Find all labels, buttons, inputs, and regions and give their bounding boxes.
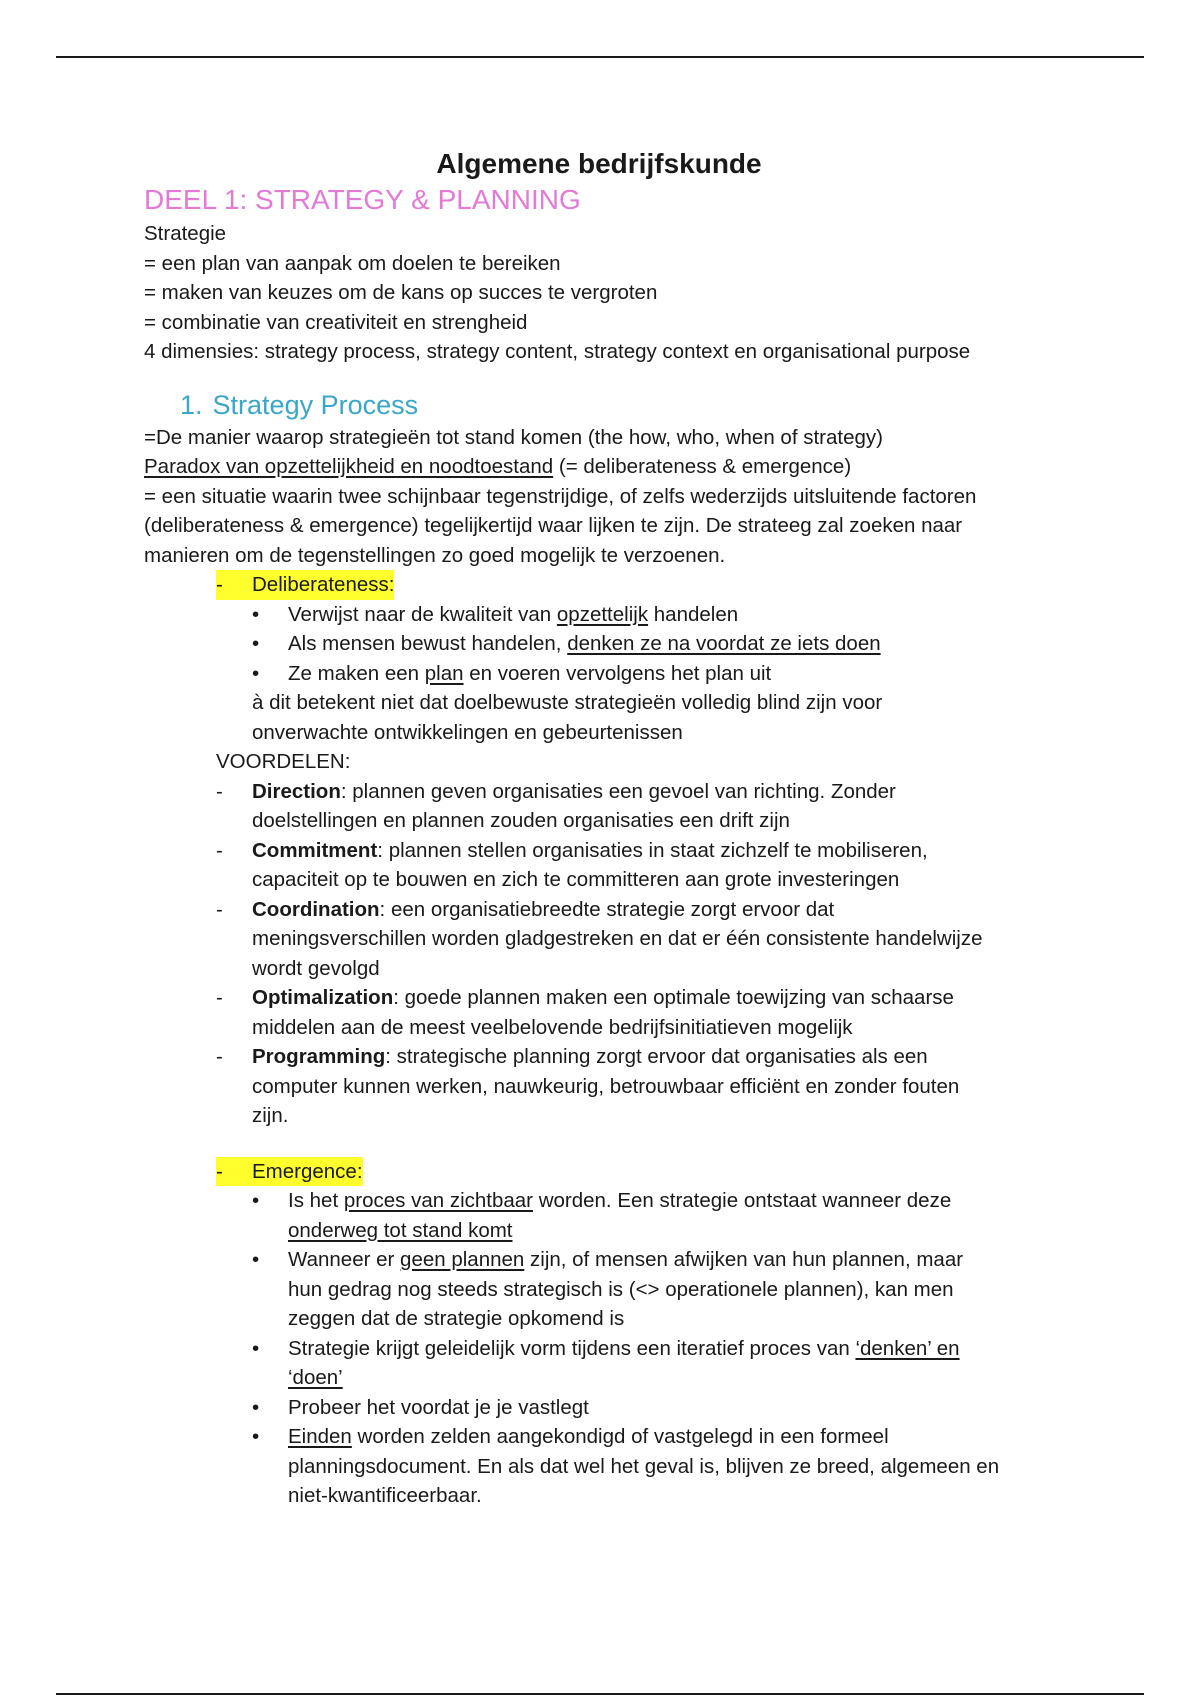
underlined-text: Einden [288,1425,352,1448]
text: zeggen dat de strategie opkomend is [288,1307,625,1330]
dash-marker: - [216,986,223,1009]
section-heading [144,387,1084,423]
part-heading: DEEL 1: STRATEGY & PLANNING [144,184,581,215]
dash-marker: - [216,779,223,803]
underlined-text: proces van zichtbaar [343,1189,533,1212]
underlined-text: opzettelijk [556,602,649,626]
dash-marker: - [216,838,223,862]
emergence-list [144,1186,1084,1511]
deliberateness-heading-row [144,570,1084,600]
text: en voeren vervolgens het plan uit [463,661,772,685]
list-item [252,629,1084,659]
paradox-rest: (= deliberateness & emergence) [553,455,852,478]
underlined-text: onderweg tot stand komt [288,1218,513,1242]
bullet-icon: • [252,632,260,655]
dash-marker: - [216,897,223,921]
underlined-text: plan [424,661,464,685]
text: : plannen stellen organisaties in staat zichzelf te mobiliseren, [377,838,928,862]
bullet-icon: • [252,1336,260,1360]
underlined-text: ‘denken’ en [855,1336,960,1360]
definition-line: = maken van keuzes om de kans op succes te vergroten [144,281,658,304]
advantage-item [144,777,1084,836]
list-item [252,1186,1084,1245]
list-item [252,1334,1084,1393]
text: Wanneer er [288,1248,401,1271]
deliberateness-heading: Deliberateness: [252,573,395,596]
advantage-term: Direction [252,779,341,803]
text: Als mensen bewust handelen, [288,632,568,655]
text: zijn. [252,1104,289,1127]
deliberateness-note: à dit betekent niet dat doelbewuste strategieën volledig blind zijn voor [252,691,883,714]
advantage-term: Programming [252,1045,386,1068]
definition-line: = combinatie van creativiteit en strengheid [144,310,528,334]
header-rule [56,56,1144,58]
text: : plannen geven organisaties een gevoel van richting. Zonder [340,779,896,803]
text: handelen [648,602,739,626]
highlight-emergence [216,1157,363,1187]
text: capaciteit op te bouwen en zich te committeren aan grote investeringen [252,868,900,891]
bullet-icon: • [252,1395,260,1419]
underlined-text: denken ze na voordat ze iets doen [567,632,881,655]
document-title: Algemene bedrijfskunde [436,148,762,179]
dash-marker: - [216,1159,223,1183]
text: planningsdocument. En als dat wel het geval is, blijven ze breed, algemeen en [288,1454,1000,1478]
list-item [252,659,1084,689]
list-item [252,600,1084,630]
bullet-icon: • [252,1189,260,1212]
text: Verwijst naar de kwaliteit van [288,602,557,626]
text: Strategie krijgt geleidelijk vorm tijdens een iteratief proces van [288,1336,856,1360]
text: zijn, of mensen afwijken van hun plannen, maar [524,1248,964,1271]
intro-term: Strategie [144,222,227,245]
underlined-text: geen plannen [400,1248,525,1271]
text: hun gedrag nog steeds strategisch is (<> operationele plannen), kan men [288,1277,954,1301]
emergence-heading-row [144,1157,1084,1187]
paradox-line [144,452,1084,482]
definition-line: = een plan van aanpak om doelen te bereiken [144,251,561,275]
advantage-item [144,983,1084,1042]
bullet-icon: • [252,1248,260,1271]
footer-rule [56,1693,1144,1695]
text: meningsverschillen worden gladgestreken en dat er één consistente handelwijze [252,927,983,950]
list-item [252,1245,1084,1334]
paradox-description: (deliberateness & emergence) tegelijkertijd waar lijken te zijn. De strateeg zal zoeken naar [144,514,963,537]
text: middelen aan de meest veelbelovende bedrijfsinitiatieven mogelijk [252,1015,853,1039]
advantage-term: Optimalization [252,986,394,1009]
bullet-icon: • [252,1425,260,1448]
paradox-description: manieren om de tegenstellingen zo goed mogelijk te verzoenen. [144,543,726,567]
bullet-icon: • [252,661,260,685]
text: worden zelden aangekondigd of vastgelegd in een formeel [351,1425,889,1448]
section-title: Strategy Process [212,389,419,420]
text: : een organisatiebreedte strategie zorgt ervoor dat [379,897,835,921]
advantage-term: Commitment [252,838,378,862]
text: computer kunnen werken, nauwkeurig, betrouwbaar efficiënt en zonder fouten [252,1074,960,1098]
text: : strategische planning zorgt ervoor dat organisaties als een [385,1045,928,1068]
spacer [144,1131,1084,1157]
emergence-heading: Emergence: [252,1159,363,1183]
advantage-item [144,836,1084,895]
document-page [144,145,1084,1511]
highlight-deliberateness [216,570,394,600]
bullet-icon: • [252,602,260,626]
dash-marker: - [216,1045,223,1068]
deliberateness-list [144,600,1084,689]
text: : goede plannen maken een optimale toewijzing van schaarse [393,986,954,1009]
dimensions-line: 4 dimensies: strategy process, strategy content, strategy context en organisational purpose [144,340,971,363]
underlined-text: ‘doen’ [288,1366,343,1389]
advantage-term: Coordination [252,897,380,921]
text: wordt gevolgd [252,956,380,980]
text: niet-kwantificeerbaar. [288,1484,482,1507]
paradox-label: Paradox van opzettelijkheid en noodtoestand [144,455,554,478]
text: doelstellingen en plannen zouden organisaties een drift zijn [252,809,790,832]
text: worden. Een strategie ontstaat wanneer deze [533,1189,952,1212]
advantage-item [144,895,1084,984]
section-definition: =De manier waarop strategieën tot stand komen (the how, who, when of strategy) [144,425,883,449]
list-item [252,1422,1084,1511]
dash-marker: - [216,573,223,596]
deliberateness-note: onverwachte ontwikkelingen en gebeurtenissen [252,720,683,744]
advantages-label: VOORDELEN: [216,750,351,773]
list-item [252,1393,1084,1423]
text: Probeer het voordat je je vastlegt [288,1395,589,1419]
section-number: 1. [180,389,203,420]
text: Is het [288,1189,344,1212]
paradox-description: = een situatie waarin twee schijnbaar tegenstrijdige, of zelfs wederzijds uitsluitende factoren [144,484,977,508]
advantage-item [144,1042,1084,1131]
text: Ze maken een [288,661,425,685]
